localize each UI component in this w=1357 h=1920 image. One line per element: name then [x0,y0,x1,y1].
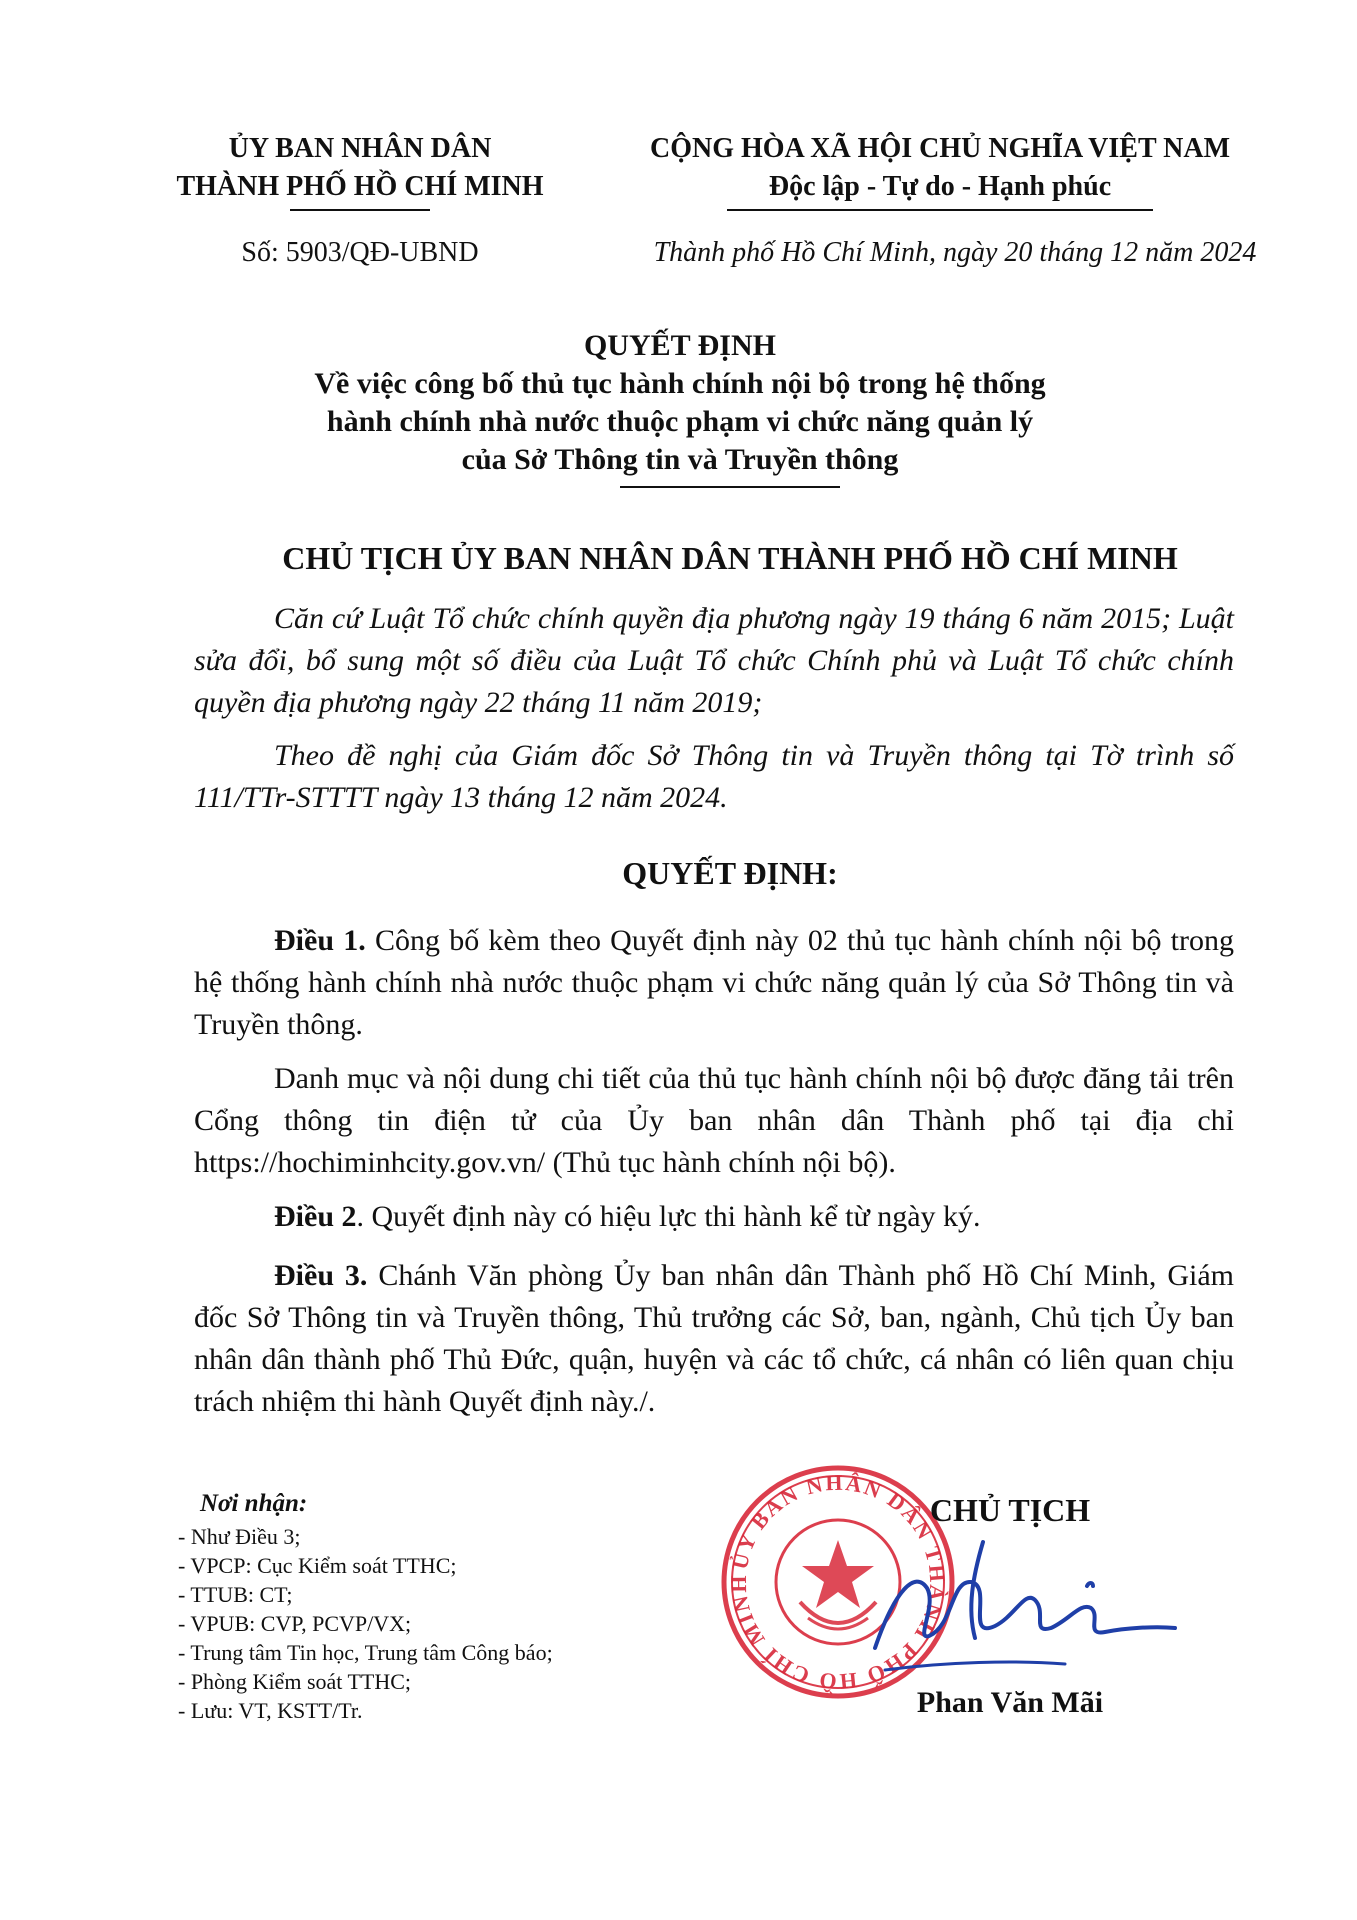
article-1-text-2: Danh mục và nội dung chi tiết của thủ tục hành chính nội bộ được đăng tải trên Cổng thông tin điện tử của Ủy ban nhân dân Thành phố tại địa chỉ https://hochiminhcity.gov.vn/ (Thủ tục hành chính nội bộ). [194,1062,1234,1179]
decision-heading: QUYẾT ĐỊNH: [622,855,838,891]
issuing-authority: CHỦ TỊCH ỦY BAN NHÂN DÂN THÀNH PHỐ HỒ CHÍ MINH [282,540,1178,576]
article-2-label: Điều 2 [274,1200,357,1233]
recipients-title: Nơi nhận: [200,1490,308,1517]
preamble-proposal [194,735,1234,819]
country-name: CỘNG HÒA XÃ HỘI CHỦ NGHĨA VIỆT NAM [649,133,1231,164]
recipients-block [178,1490,738,1725]
issuer-underline [290,209,430,211]
article-1-label: Điều 1. [274,924,366,957]
recipient-item: - VPCP: Cục Kiểm soát TTHC; [178,1553,457,1578]
recipient-item: - Phòng Kiểm soát TTHC; [178,1669,412,1694]
title-underline [620,486,840,488]
article-1-text: Công bố kèm theo Quyết định này 02 thủ tục hành chính nội bộ trong hệ thống hành chính nhà nước thuộc phạm vi chức năng quản lý của Sở Thông tin và Truyền thông. [194,924,1235,1041]
motto-underline [727,209,1153,211]
title-sub-2: hành chính nhà nước thuộc phạm vi chức năng quản lý [326,405,1034,438]
handwritten-signature [855,1530,1185,1690]
seal-text: ỦY BAN NHÂN DÂN THÀNH PHỐ HỒ CHÍ MINH [725,1469,951,1695]
national-motto: Độc lập - Tự do - Hạnh phúc [768,171,1112,202]
article-2-text: . Quyết định này có hiệu lực thi hành kể từ ngày ký. [356,1200,981,1233]
recipient-item: - VPUB: CVP, PCVP/VX; [178,1611,412,1636]
article-3-text: Chánh Văn phòng Ủy ban nhân dân Thành phố Hồ Chí Minh, Giám đốc Sở Thông tin và Truyền thông, Thủ trưởng các Sở, ban, ngành, Chủ tịch Ủy ban nhân dân thành phố Thủ Đức, quận, huyện và các tổ chức, cá nhân có liên quan chịu trách nhiệm thi hành Quyết định này./. [194,1259,1234,1418]
article-3 [194,1255,1234,1423]
preamble-text-2: Theo đề nghị của Giám đốc Sở Thông tin và Truyền thông tại Tờ trình số 111/TTr-STTTT ngày 13 tháng 12 năm 2024. [194,739,1234,814]
signer-position: CHỦ TỊCH [929,1492,1091,1528]
article-1 [194,920,1234,1046]
article-2 [194,1196,1234,1238]
recipient-item: - TTUB: CT; [178,1582,293,1607]
title-sub-1: Về việc công bố thủ tục hành chính nội bộ trong hệ thống [314,367,1046,400]
national-motto-block [590,130,1290,206]
article-3-label: Điều 3. [274,1259,368,1292]
recipient-item: - Trung tâm Tin học, Trung tâm Công báo; [178,1640,553,1665]
place-and-date: Thành phố Hồ Chí Minh, ngày 20 tháng 12 năm 2024 [653,237,1257,268]
issuer-line2: THÀNH PHỐ HỒ CHÍ MINH [176,171,544,202]
issuer-block [150,130,570,206]
title-main: QUYẾT ĐỊNH [584,329,776,362]
issuer-line1: ỦY BAN NHÂN DÂN [228,133,492,164]
recipient-item: - Như Điều 3; [178,1524,301,1549]
article-1-paragraph-2 [194,1058,1234,1184]
preamble-text-1: Căn cứ Luật Tổ chức chính quyền địa phương ngày 19 tháng 6 năm 2015; Luật sửa đổi, bổ sung một số điều của Luật Tổ chức Chính phủ và Luật Tổ chức chính quyền địa phương ngày 22 tháng 11 năm 2019; [194,602,1234,719]
document-number: Số: 5903/QĐ-UBND [241,237,479,268]
preamble-legal-basis [194,598,1234,724]
document-title [300,327,1060,479]
recipient-item: - Lưu: VT, KSTT/Tr. [178,1698,363,1723]
signer-name: Phan Văn Mãi [916,1686,1104,1719]
title-sub-3: của Sở Thông tin và Truyền thông [461,443,899,476]
